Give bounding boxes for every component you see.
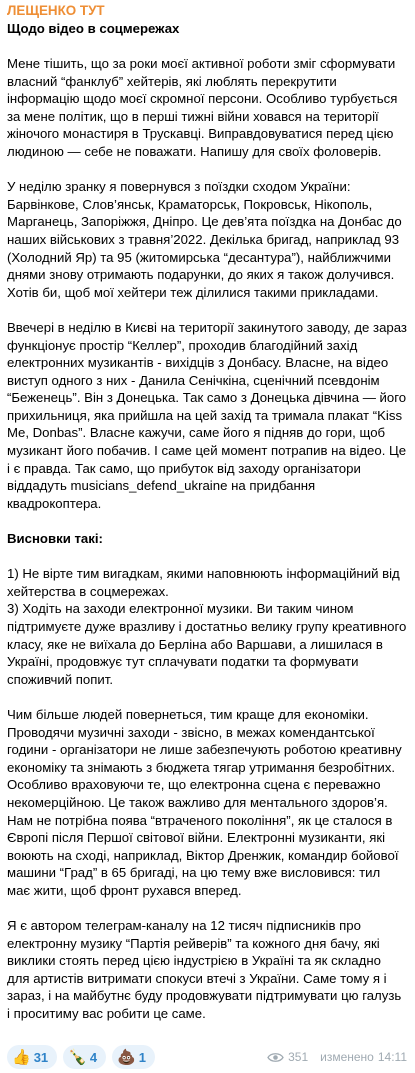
champagne-icon: 🍾	[68, 1048, 87, 1066]
post-paragraph: Мене тішить, що за роки моєї активної роботи зміг сформувати власний “фанклуб” хейтерів, які люблять перекрутити інформацію щодо моєї скромної персони. Особливо турбується за мене політик, що в перші тижні війни ховався на території жіночого монастиря в Трускавці. Виправдовуватися перед цією людиною — себе не поважати. Напишу для своїх фоловерів.	[7, 56, 398, 159]
post-paragraph: Чим більше людей повернеться, тим краще для економіки. Проводячи музичні заходи - звісно, в межах комендантської години - організатори не лише забезпечують роботою креативну економіку та знімають з бюджета тягар утримання безробітних. Особливо враховуючи те, що електронна сцена є переважно некомерційною. Це також важливо для ментального здоров’я. Нам не потрібна поява “втраченого покоління”, як це сталося в Європі після Першої світової війни. Електронні музиканти, які воюють на сході, наприклад, Віктор Дренжик, командир бойової машини “Град” в 65 бригаді, на цю тему вже висловився: тил має жити, щоб фронт рухався вперед.	[7, 706, 402, 898]
post-title: Щодо відео в соцмережах	[7, 21, 180, 36]
views-count: 351	[288, 1050, 309, 1064]
conclusion-item: 1) Не вірте тим вигадкам, якими наповнюють інформаційний від хейтерства в соцмережах.	[7, 566, 400, 599]
post-meta	[267, 1050, 407, 1064]
reaction-poop[interactable]	[112, 1045, 155, 1069]
channel-name[interactable]: ЛЕЩЕНКО ТУТ	[7, 3, 105, 18]
edited-label: изменено	[320, 1050, 374, 1064]
poop-icon: 💩	[117, 1048, 136, 1066]
conclusion-item: 3) Ходіть на заходи електронної музики. Ви таким чином підтримуєте дуже вразливу і достатньо велику групу креативного класу, яке не виїхала до Берліна або Варшави, а лишилася в Україні, продовжує тут сплачувати податки та формувати споживчий попит.	[7, 601, 407, 687]
conclusions-heading: Висновки такі:	[7, 531, 103, 547]
reaction-champagne[interactable]	[63, 1045, 106, 1069]
reaction-thumbs-up[interactable]	[7, 1045, 57, 1069]
reaction-count: 31	[33, 1049, 49, 1065]
post-paragraph: У неділю зранку я повернувся з поїздки сходом України: Барвінкове, Слов’янськ, Краматорськ, Покровськ, Нікополь, Марганець, Запоріжжя, Дніпро. Це дев’ята поїздка на Донбас до наших військових з травня’2022. Декілька бригад, наприклад 93 (Холодний Яр) та 95 (житомирська “десантура”), найближчими днями знову отримають подарунки, до яких я також долучився. Хотів би, щоб мої хейтери теж ділилися такими прикладами.	[7, 179, 402, 300]
post-footer	[0, 1045, 415, 1069]
thumbs-up-icon: 👍	[12, 1048, 31, 1066]
post-paragraph: Ввечері в неділю в Києві на території закинутого заводу, де зараз функціонує простір “Келлер”, проходив благодійний захід електронних музикантів - вихідців з Донбасу. Власне, на відео виступ одного з них - Данила Сенічкіна, сценічний псевдонім “Беженець”. Він з Донецька. Так само з Донецька дівчина — його прихильниця, яка прийшла на цей захід та тримала плакат “Kiss Me, Donbas”. Власне кажучи, саме його я підняв до гори, щоб музикант його побачив. І саме цей момент потрапив на відео. Це і є правда. Так само, що прибуток від заходу організатори віддадуть musicians_defend_ukraine на придбання квадрокоптера.	[7, 319, 407, 511]
reactions-bar	[7, 1045, 155, 1069]
reaction-count: 4	[89, 1049, 98, 1065]
eye-icon	[267, 1052, 284, 1063]
reaction-count: 1	[138, 1049, 146, 1065]
post-time: 14:11	[377, 1050, 407, 1064]
post-paragraph: Я є автором телеграм-каналу на 12 тисяч підписників про електронну музику “Партія рейверів” та кожного дня бачу, які виклики стоять перед цією індустрією в Україні та як складно для артистів витримати спокуси втечі з України. Саме тому я і зараз, і на майбутнє буду продовжувати підтримувати цю галузь і проситиму вас робити це саме.	[7, 918, 402, 1022]
